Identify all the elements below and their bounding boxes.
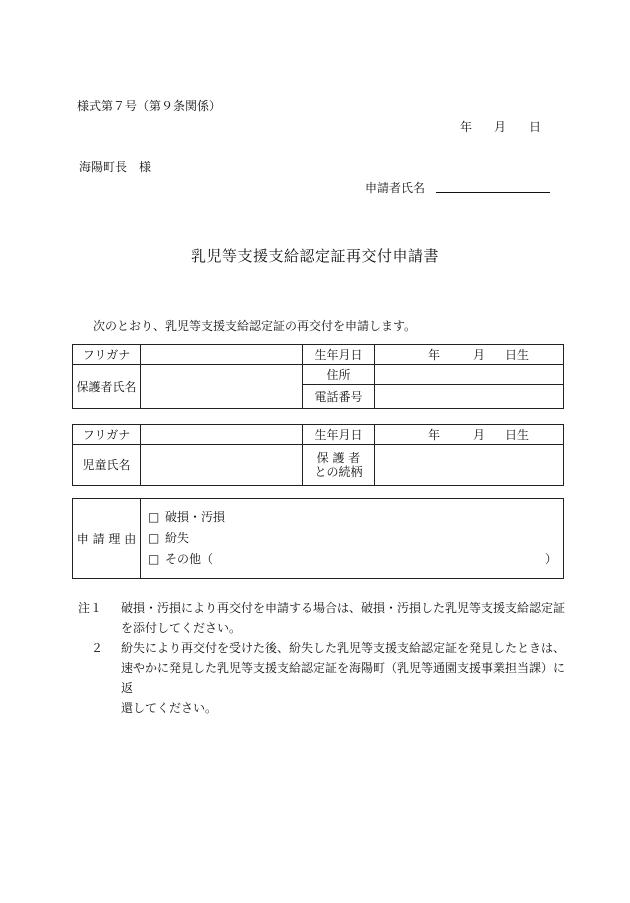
intro-text: 次のとおり、乳児等支援支給認定証の再交付を申請します。 (93, 319, 417, 333)
reason-table (72, 498, 564, 579)
applicant-name-field[interactable] (436, 192, 550, 193)
checkbox-icon[interactable]: □ (148, 531, 160, 545)
note-1 (78, 598, 568, 638)
reason-option-label: その他（ (165, 552, 214, 566)
guardian-dob-month: 月 (472, 347, 485, 362)
child-relation-label (303, 445, 375, 486)
guardian-table (72, 344, 564, 409)
child-furigana-label: フリガナ (73, 425, 141, 445)
applicant-name-label: 申請者氏名 (365, 181, 426, 195)
guardian-name-label: 保護者氏名 (73, 365, 141, 409)
reason-option-damage[interactable] (148, 507, 563, 528)
note-number: ２ (91, 641, 104, 655)
child-dob-day: 日生 (504, 427, 529, 442)
child-dob-field[interactable] (375, 425, 564, 445)
addressee: 海陽町長 様 (79, 160, 152, 174)
note-line: 速やかに発見した乳児等支援支給認定証を海陽町（乳児等通園支援事業担当課）に返 (121, 661, 566, 695)
guardian-dob-year: 年 (427, 347, 440, 362)
reason-option-other[interactable] (148, 549, 563, 570)
guardian-phone-field[interactable] (375, 385, 564, 409)
date-day-label: 日 (529, 120, 542, 134)
reason-option-label: 紛失 (165, 531, 190, 545)
guardian-name-field[interactable] (141, 365, 303, 409)
checkbox-icon[interactable]: □ (148, 510, 160, 524)
reason-label: 申 請 理 由 (73, 499, 141, 579)
date-month-label: 月 (494, 120, 507, 134)
note-2 (78, 638, 568, 718)
child-name-field[interactable] (141, 445, 303, 486)
reason-option-label: 破損・汚損 (165, 510, 226, 524)
guardian-furigana-field[interactable] (141, 345, 303, 365)
checkbox-icon[interactable]: □ (148, 552, 160, 566)
date-year-label: 年 (460, 120, 473, 134)
guardian-address-field[interactable] (375, 365, 564, 385)
child-dob-label: 生年月日 (303, 425, 375, 445)
child-dob-month: 月 (472, 427, 485, 442)
document-title: 乳児等支援支給認定証再交付申請書 (190, 247, 439, 265)
guardian-phone-label: 電話番号 (303, 385, 375, 409)
form-number: 様式第７号（第９条関係） (77, 99, 222, 113)
note-line: を添付してください。 (121, 621, 242, 635)
guardian-dob-field[interactable] (375, 345, 564, 365)
child-furigana-field[interactable] (141, 425, 303, 445)
guardian-dob-day: 日生 (504, 347, 529, 362)
note-line: 紛失により再交付を受けた後、紛失した乳児等支援支給認定証を発見したときは、 (121, 641, 566, 655)
child-table (72, 424, 564, 486)
reason-option-lost[interactable] (148, 528, 563, 549)
note-line: 破損・汚損により再交付を申請する場合は、破損・汚損した乳児等支援支給認定証 (121, 601, 566, 615)
guardian-dob-label: 生年月日 (303, 345, 375, 365)
child-relation-label-line1: 保 護 者 (316, 451, 361, 465)
child-relation-label-line2: との続柄 (314, 465, 363, 479)
child-dob-year: 年 (427, 427, 440, 442)
note-number: 注１ (78, 601, 103, 615)
notes (78, 598, 568, 718)
reason-options (141, 499, 564, 579)
guardian-furigana-label: フリガナ (73, 345, 141, 365)
child-relation-field[interactable] (375, 445, 564, 486)
note-line: 還してください。 (121, 701, 218, 715)
child-name-label: 児童氏名 (73, 445, 141, 486)
reason-other-close-paren: ） (544, 552, 557, 566)
guardian-address-label: 住所 (303, 365, 375, 385)
